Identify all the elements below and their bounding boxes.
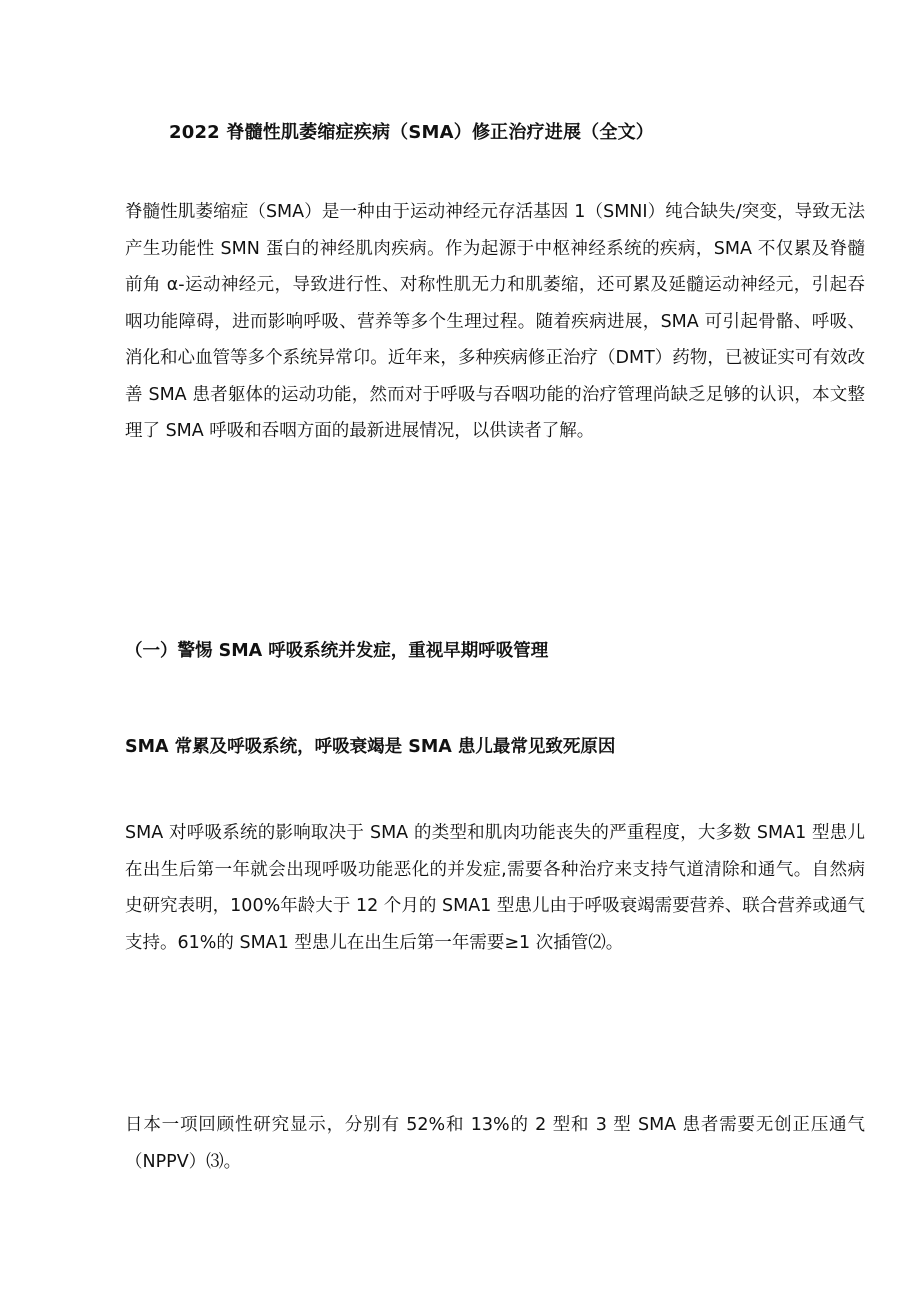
- body-paragraph-respiratory: SMA 对呼吸系统的影响取决于 SMA 的类型和肌肉功能丧失的严重程度，大多数 SMA1 型患儿在出生后第一年就会出现呼吸功能恶化的并发症,需要各种治疗来支持气道清除和通气。自然病史研究表明，100%年龄大于 12 个月的 SMA1 型患儿由于呼吸衰竭需要营养、联合营养或通气支持。61%的 SMA1 型患儿在出生后第一年需要≥1 次插管⑵。: [125, 823, 865, 953]
- section-subheading: SMA 常累及呼吸系统，呼吸衰竭是 SMA 患儿最常见致死原因: [125, 737, 616, 757]
- intro-paragraph: 脊髓性肌萎缩症（SMA）是一种由于运动神经元存活基因 1（SMNI）纯合缺失/突变，导致无法产生功能性 SMN 蛋白的神经肌肉疾病。作为起源于中枢神经系统的疾病，SMA 不仅累及脊髓前角 α-运动神经元，导致进行性、对称性肌无力和肌萎缩，还可累及延髓运动神经元，引起吞咽功能障碍，进而影响呼吸、营养等多个生理过程。随着疾病进展，SMA 可引起骨骼、呼吸、消化和心血管等多个系统异常卬。近年来，多种疾病修正治疗（DMT）药物，已被证实可有效改善 SMA 患者躯体的运动功能，然而对于呼吸与吞咽功能的治疗管理尚缺乏足够的认识，本文整理了 SMA 呼吸和吞咽方面的最新进展情况，以供读者了解。: [125, 202, 865, 441]
- document-title: 2022 脊髓性肌萎缩症疾病（SMA）修正治疗进展（全文）: [169, 122, 654, 143]
- body-paragraph-japan-study: 日本一项回顾性研究显示，分别有 52%和 13%的 2 型和 3 型 SMA 患者需要无创正压通气（NPPV）⑶。: [125, 1115, 865, 1172]
- section-heading: （一）警惕 SMA 呼吸系统并发症，重视早期呼吸管理: [125, 641, 549, 661]
